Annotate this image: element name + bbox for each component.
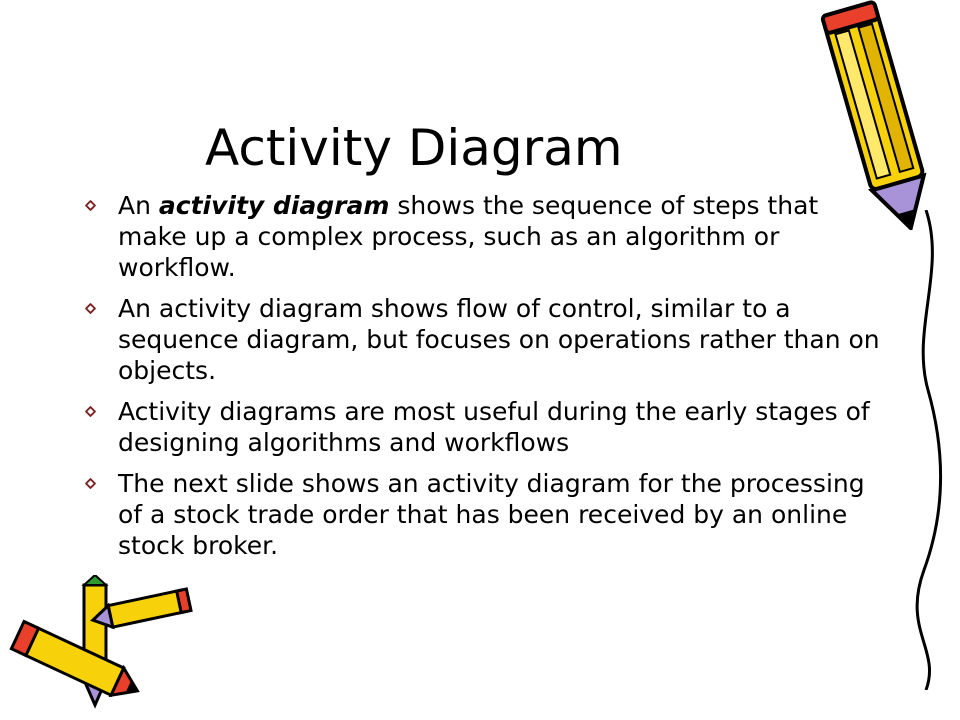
bullet-marker-icon	[85, 478, 96, 489]
pencil-icon	[800, 0, 960, 230]
bullet-text-post: shows the sequence of steps that make up a complex process, such as an algorithm or workflow.	[118, 191, 819, 282]
bullet-item	[80, 293, 890, 386]
bullet-text: Activity diagrams are most useful during the early stages of designing algorithms and workflows	[118, 397, 870, 457]
bullet-marker-icon	[85, 406, 96, 417]
bullet-marker-icon	[85, 200, 96, 211]
bullet-text: An activity diagram shows flow of control, similar to a sequence diagram, but focuses on operations rather than on objects.	[118, 294, 880, 385]
bullet-marker-icon	[85, 303, 96, 314]
bullet-text-emphasis: activity diagram	[158, 191, 390, 220]
bullet-text: The next slide shows an activity diagram for the processing of a stock trade order that has been received by an online stock broker.	[118, 469, 865, 560]
slide-title: Activity Diagram	[205, 119, 623, 177]
pencils-icon	[0, 575, 200, 720]
bullet-text-pre: An	[118, 191, 159, 220]
bullet-list	[80, 190, 890, 571]
wavy-line-icon	[906, 210, 956, 690]
bullet-item	[80, 396, 890, 458]
bullet-item	[80, 468, 890, 561]
bullet-item	[80, 190, 890, 283]
